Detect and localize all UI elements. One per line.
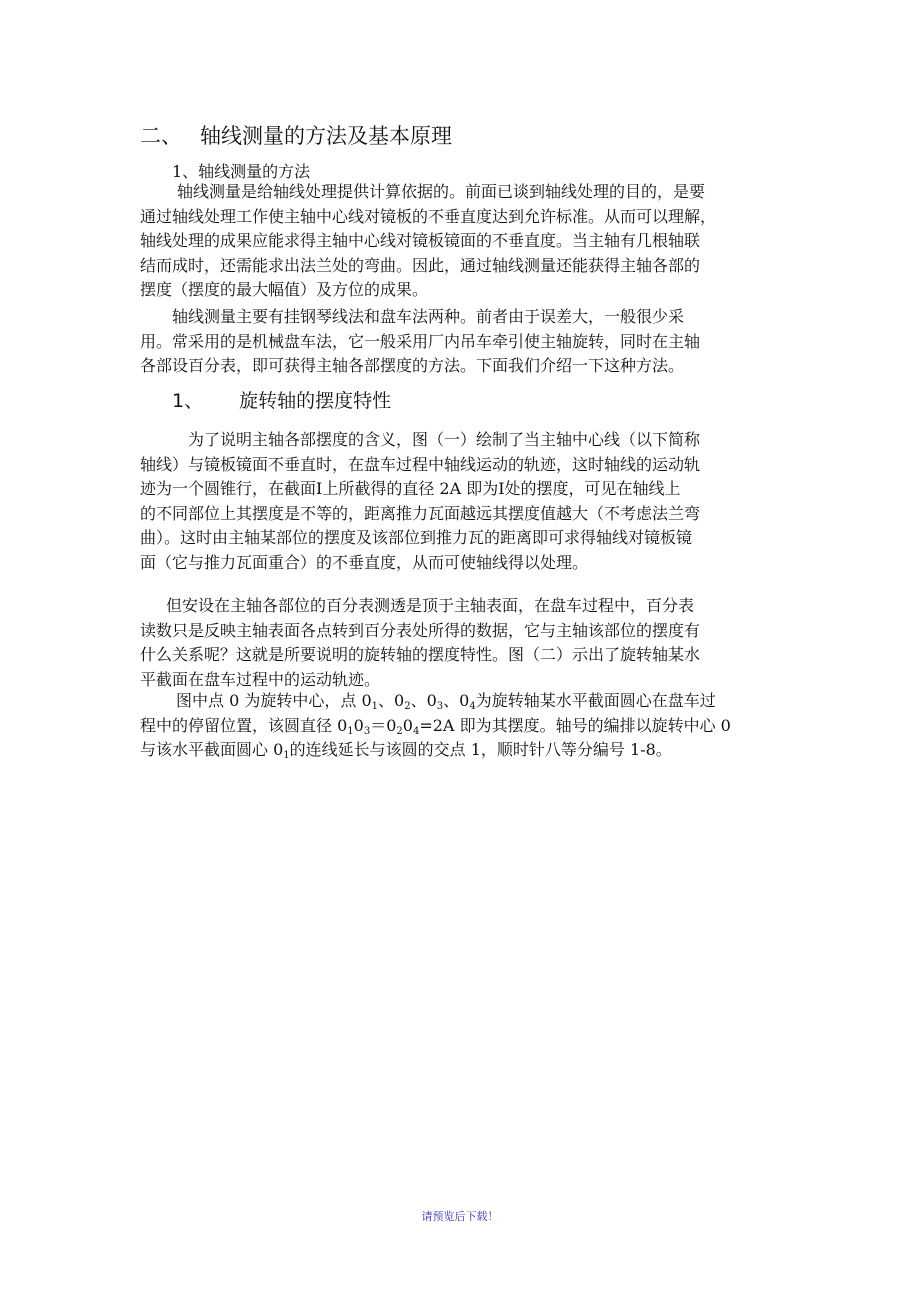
text-line: 通过轴线处理工作使主轴中心线对镜板的不垂直度达到允许标准。从而可以理解， [140,206,717,226]
subsection-heading-methods: 1、轴线测量的方法 [172,162,311,181]
text-line: 图中点 0 为旋转中心，点 $0_1$、$0_2$、$0_3$、$0_4$为旋转轴某水平截面圆心在盘车过 [176,691,716,712]
subsection-title-text: 旋转轴的摆度特性 [239,390,392,412]
section-title-text: 轴线测量的方法及基本原理 [200,124,452,148]
text-line: 的不同部位上其摆度是不等的，距离推力瓦面越远其摆度值越大（不考虑法兰弯 [140,503,701,523]
text-line: 读数只是反映主轴表面各点转到百分表处所得的数据，它与主轴该部位的摆度有 [140,620,701,640]
text-line: 但安设在主轴各部位的百分表测透是顶于主轴表面，在盘车过程中，百分表 [166,596,695,615]
paragraph-axis-measurement-purpose [140,180,788,303]
text-line: 摆度（摆度的最大幅值）及方位的成果。 [140,280,429,299]
text-line: 什么关系呢？这就是所要说明的旋转轴的摆度特性。图（二）示出了旋转轴某水 [140,645,701,664]
text-line: 为了说明主轴各部摆度的含义，图（一）绘制了当主轴中心线（以下简称 [188,430,701,449]
paragraph-dial-indicator [140,594,788,692]
text-line: 轴线测量主要有挂钢琴线法和盘车法两种。前者由于误差大，一般很少采 [172,307,685,326]
section-number: 二、 [140,124,182,148]
text-line: 面（它与推力瓦面重合）的不垂直度，从而可使轴线得以处理。 [140,552,589,572]
subsection-heading-runout [172,385,391,417]
paragraph-rotation-center [140,689,788,763]
paragraph-measurement-methods [140,305,788,379]
text-line: 平截面在盘车过程中的运动轨迹。 [140,669,381,689]
paragraph-runout-meaning [140,428,788,575]
section-heading [140,120,452,152]
text-line: 用。常采用的是机械盘车法，它一般采用厂内吊车牵引使主轴旋转，同时在主轴 [140,331,701,351]
subsection-number: 1、 [172,390,204,412]
text-line: 轴线测量是给轴线处理提供计算依据的。前面已谈到轴线处理的目的，是要 [177,182,706,201]
text-line: 各部设百分表，即可获得主轴各部摆度的方法。下面我们介绍一下这种方法。 [140,356,685,375]
text-line: 结而成时，还需能求出法兰处的弯曲。因此，通过轴线测量还能获得主轴各部的 [140,255,701,275]
text-line: 程中的停留位置，该圆直径 $0_10_3=0_20_4=2A$ 即为其摆度。轴号的编排以旋转中心 0 [140,715,731,737]
text-line: 轴线处理的成果应能求得主轴中心线对镜板镜面的不垂直度。当主轴有几根轴联 [140,231,701,250]
text-line: 曲）。这时由主轴某部位的摆度及该部位到推力瓦的距离即可求得轴线对镜板镜 [140,528,693,547]
text-line: 迹为一个圆锥行，在截面Ⅰ上所截得的直径 2A 即为Ⅰ处的摆度，可见在轴线上 [140,479,681,498]
text-line: 轴线）与镜板镜面不垂直时，在盘车过程中轴线运动的轨迹，这时轴线的运动轨 [140,454,701,474]
footer-download-notice: 请预览后下载！ [421,1210,499,1223]
text-line: 与该水平截面圆心 $0_1$的连线延长与该圆的交点 1，顺时针八等分编号 1-8。 [140,740,672,761]
